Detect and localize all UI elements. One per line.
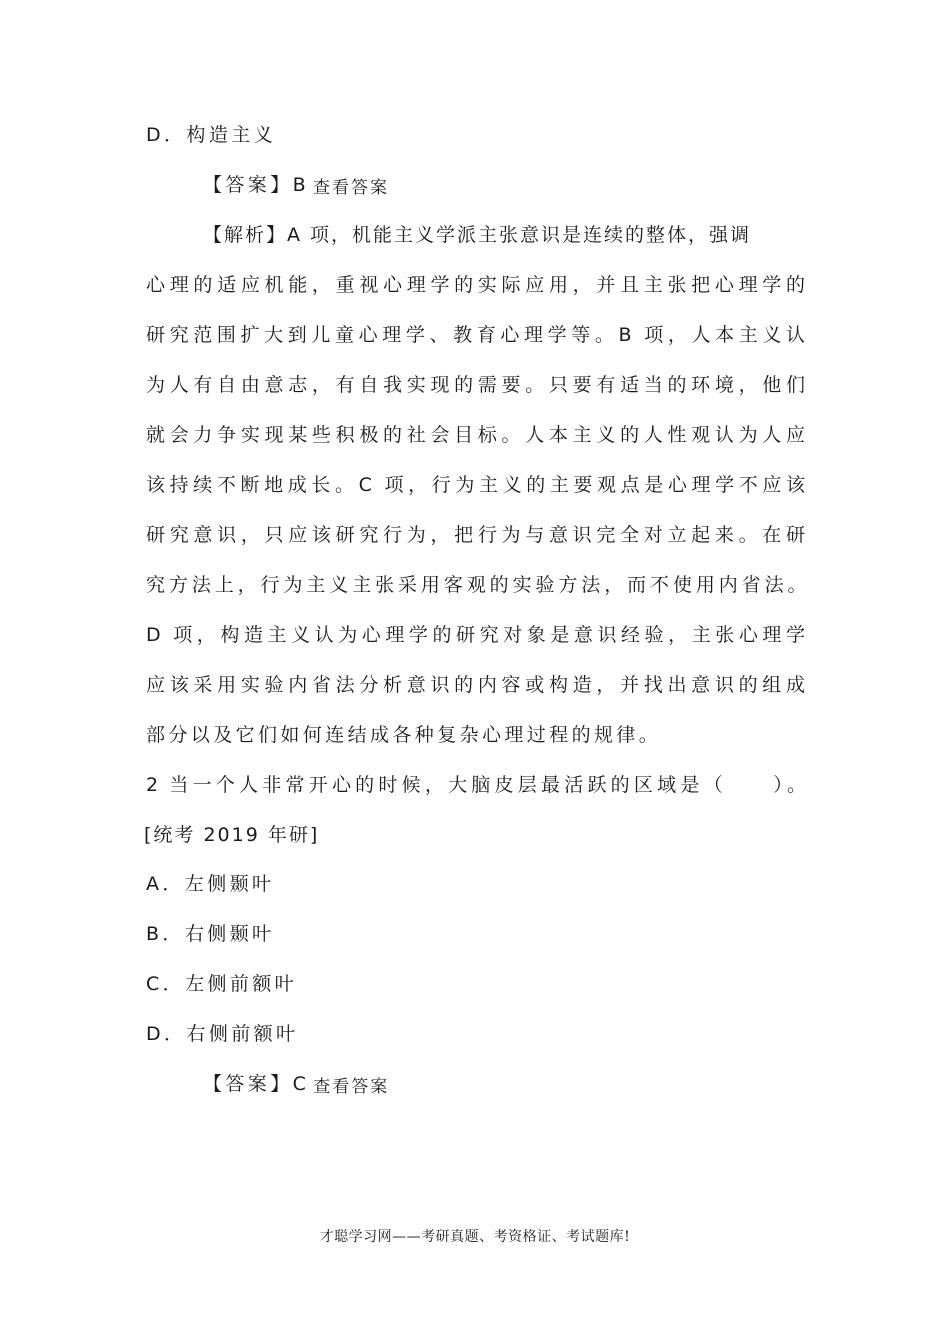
analysis-line-1: 【解析】A 项，机能主义学派主张意识是连续的整体，强调 [203,224,752,246]
question-2-answer [203,1071,389,1098]
analysis-line-4: 为人有自由意志，有自我实现的需要。只要有适当的环境，他们 [146,374,807,396]
analysis-line-6: 该持续不断地成长。C 项，行为主义的主要观点是心理学不应该 [146,474,807,496]
view-answer-link[interactable]: 查看答案 [313,1077,390,1097]
page-footer: 才聪学习网——考研真题、考资格证、考试题库! [319,1229,631,1245]
analysis-line-7: 研究意识，只应该研究行为，把行为与意识完全对立起来。在研 [146,524,807,546]
answer-label: 【答案】C [203,1073,310,1095]
analysis-line-9: D 项，构造主义认为心理学的研究对象是意识经验，主张心理学 [146,624,807,646]
analysis-line-8: 究方法上，行为主义主张采用客观的实验方法，而不使用内省法。 [146,574,807,596]
question-1-option-d: D．构造主义 [146,124,277,146]
analysis-line-2: 心理的适应机能，重视心理学的实际应用，并且主张把心理学的 [146,274,807,296]
answer-label: 【答案】B [203,174,310,196]
question-2-option-a: A．左侧颞叶 [146,873,275,895]
question-2-stem: 2 当一个人非常开心的时候，大脑皮层最活跃的区域是（ ）。 [146,774,807,796]
analysis-line-3: 研究范围扩大到儿童心理学、教育心理学等。B 项，人本主义认 [146,324,807,346]
question-1-answer [203,172,389,199]
question-2-option-c: C．左侧前额叶 [146,973,298,995]
question-2-option-d: D．右侧前额叶 [146,1023,299,1045]
question-2-option-b: B．右侧颞叶 [146,923,275,945]
analysis-line-5: 就会力争实现某些积极的社会目标。人本主义的人性观认为人应 [146,424,807,446]
question-2-source: [统考 2019 年研] [144,824,320,846]
view-answer-link[interactable]: 查看答案 [313,178,390,198]
analysis-line-11: 部分以及它们如何连结成各种复杂心理过程的规律。 [146,724,662,746]
analysis-line-10: 应该采用实验内省法分析意识的内容或构造，并找出意识的组成 [146,674,807,696]
